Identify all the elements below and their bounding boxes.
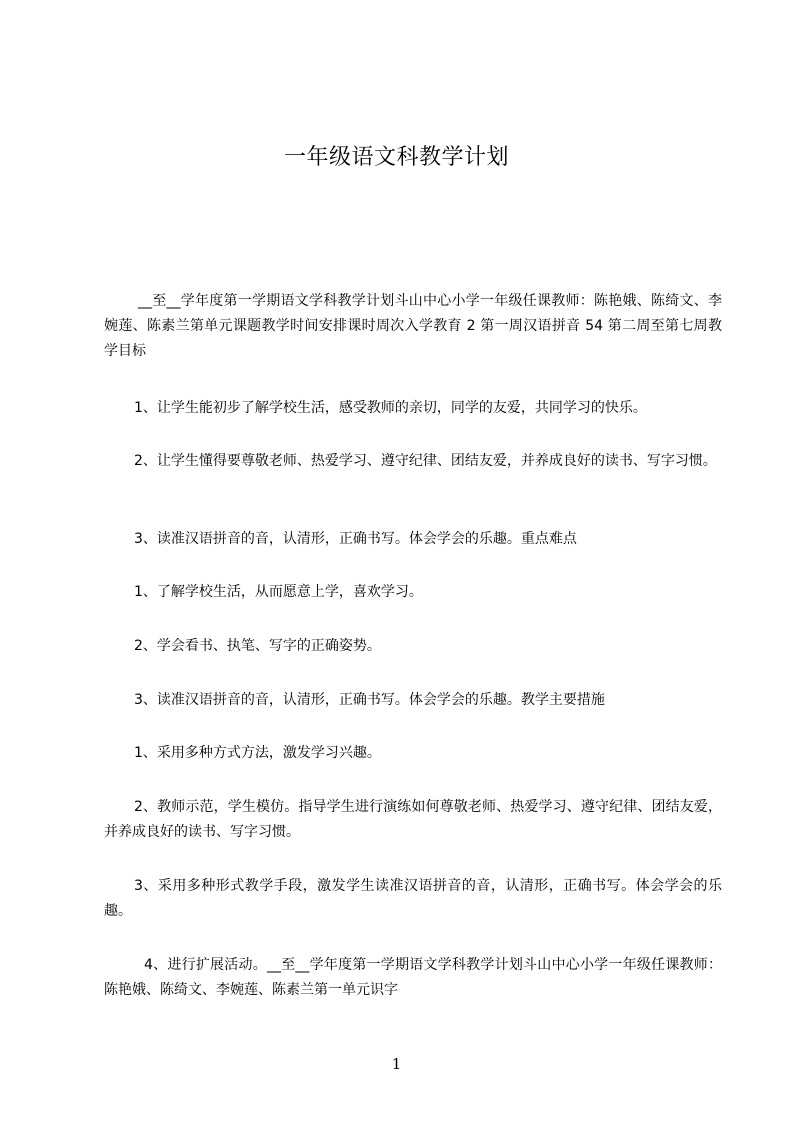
- paragraph-measure-4: 4、进行扩展活动。__至__学年度第一学期语文学科教学计划斗山中心小学一年级任课教师：陈艳娥、陈绮文、李婉莲、陈素兰第一单元识字: [104, 957, 722, 998]
- paragraph-key-point-3: 3、读准汉语拼音的音，认清形，正确书写。体会学会的乐趣。教学主要措施: [134, 692, 605, 708]
- paragraph-measure-1: 1、采用多种方式方法，激发学习兴趣。: [134, 745, 381, 761]
- paragraph-intro: __至__学年度第一学期语文学科教学计划斗山中心小学一年级任课教师：陈艳娥、陈绮文、李婉莲、陈素兰第单元课题教学时间安排课时周次入学教育 2 第一周汉语拼音 54 第二周至第七周教学目标: [104, 293, 722, 359]
- paragraph-measure-3: 3、采用多种形式教学手段，激发学生读准汉语拼音的音，认清形，正确书写。体会学会的乐趣。: [104, 878, 722, 919]
- paragraph-measure-2: 2、教师示范，学生模仿。指导学生进行演练如何尊敬老师、热爱学习、遵守纪律、团结友爱，并养成良好的读书、写字习惯。: [104, 799, 722, 840]
- page-number: 1: [391, 1055, 402, 1073]
- paragraph-goal-3: 3、读准汉语拼音的音，认清形，正确书写。体会学会的乐趣。重点难点: [134, 531, 577, 547]
- paragraph-key-point-1: 1、了解学校生活，从而愿意上学，喜欢学习。: [134, 584, 423, 600]
- paragraph-goal-2: 2、让学生懂得要尊敬老师、热爱学习、遵守纪律、团结友爱，并养成良好的读书、写字习惯。: [134, 453, 717, 469]
- paragraph-goal-1: 1、让学生能初步了解学校生活，感受教师的亲切，同学的友爱，共同学习的快乐。: [134, 400, 647, 416]
- paragraph-key-point-2: 2、学会看书、执笔、写字的正确姿势。: [134, 638, 381, 654]
- document-title: 一年级语文科教学计划: [283, 145, 509, 170]
